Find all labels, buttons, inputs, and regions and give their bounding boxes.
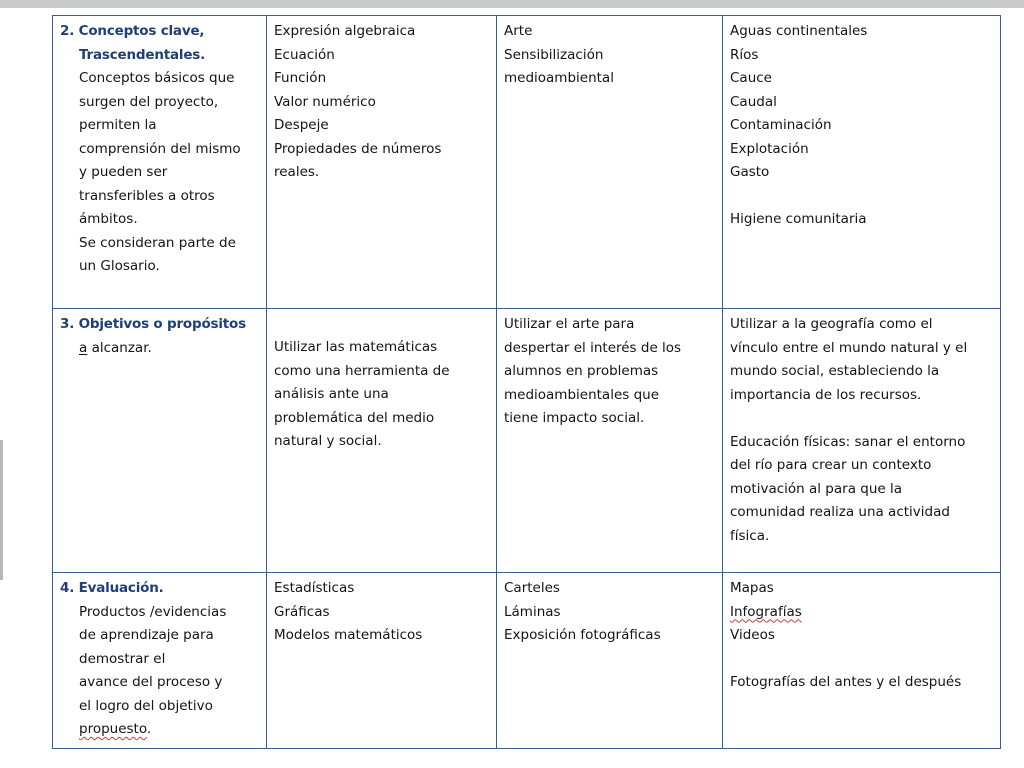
cell-line: [730, 601, 994, 625]
page-edge-mark: [0, 440, 3, 580]
desc-line: surgen del proyecto,: [79, 93, 219, 110]
row-header-cell: [53, 309, 267, 573]
cell-line: medioambientales que: [504, 386, 660, 403]
planning-table: [52, 15, 1001, 749]
spellcheck-word: Infografías: [730, 603, 802, 620]
cell-line: análisis ante una: [274, 386, 389, 402]
cell-line: Utilizar las matemáticas: [274, 339, 438, 355]
cell-line: como una herramienta de: [274, 362, 450, 379]
cell-line: Propiedades de números: [274, 140, 442, 157]
desc-tail: .: [146, 721, 152, 737]
cell-line: Mapas: [730, 580, 774, 596]
math-cell: [267, 309, 497, 573]
cell-line: despertar el interés de los: [504, 339, 682, 356]
cell-line: Expresión algebraica: [274, 23, 416, 39]
art-cell: [497, 16, 723, 309]
cell-line: física.: [730, 527, 770, 544]
desc-line: Se consideran parte de: [79, 234, 236, 251]
cell-line: Exposición fotográficas: [504, 627, 661, 643]
row-description: [60, 67, 260, 279]
cell-line: Sensibilización: [504, 46, 604, 63]
cell-line: Contaminación: [730, 117, 832, 133]
cell-line: Caudal: [730, 93, 777, 110]
cell-line: reales.: [274, 164, 320, 180]
table-row: [53, 16, 1001, 309]
desc-line: ámbitos.: [79, 211, 138, 227]
cell-line: natural y social.: [274, 433, 382, 449]
cell-line: Fotografías del antes y el después: [730, 674, 962, 690]
row-title-cont: Trascendentales.: [79, 46, 206, 63]
art-cell: [497, 309, 723, 573]
row-title: 3. Objetivos o propósitos: [60, 316, 246, 332]
desc-line: avance del proceso y: [79, 674, 223, 690]
desc-line: un Glosario.: [79, 258, 160, 274]
cell-line: comunidad realiza una actividad: [730, 504, 950, 520]
blank-line: [730, 185, 994, 209]
row-header-cell: [53, 16, 267, 309]
blank-line: [730, 648, 994, 672]
desc-line: de aprendizaje para: [79, 627, 214, 643]
cell-line: vínculo entre el mundo natural y el: [730, 339, 968, 356]
desc-line: permiten la: [79, 117, 157, 133]
spellcheck-word: propuesto: [79, 721, 147, 737]
title-rest: alcanzar.: [87, 339, 152, 356]
cell-line: Videos: [730, 627, 775, 643]
row-title: 4. Evaluación.: [60, 580, 164, 596]
row-title: 2. Conceptos clave,: [60, 23, 205, 39]
cell-line: alumnos en problemas: [504, 363, 659, 379]
cell-line: problemática del medio: [274, 409, 435, 426]
desc-line: demostrar el: [79, 650, 166, 667]
cell-line: Modelos matemáticos: [274, 627, 423, 643]
row-description: [60, 601, 260, 742]
cell-line: Aguas continentales: [730, 23, 868, 39]
desc-line: comprensión del mismo: [79, 140, 241, 157]
blank-line: [730, 407, 994, 431]
cell-line: del río para crear un contexto: [730, 457, 932, 473]
row-title-cont: [60, 337, 260, 361]
geo-cell: [723, 16, 1001, 309]
cell-line: Estadísticas: [274, 580, 355, 596]
cell-line: Utilizar el arte para: [504, 316, 635, 332]
underlined-letter: a: [79, 339, 88, 356]
desc-line: [79, 718, 260, 742]
geo-cell: [723, 309, 1001, 573]
cell-line: importancia de los recursos.: [730, 386, 922, 403]
cell-line: Gráficas: [274, 603, 330, 620]
cell-line: Ecuación: [274, 46, 335, 63]
desc-line: Conceptos básicos que: [79, 70, 235, 86]
cell-line: Gasto: [730, 164, 770, 180]
art-cell: [497, 573, 723, 749]
cell-line: Utilizar a la geografía como el: [730, 316, 933, 332]
desc-line: transferibles a otros: [79, 187, 215, 204]
cell-line: Carteles: [504, 580, 560, 596]
cell-line: Ríos: [730, 46, 759, 63]
cell-line: motivación al para que la: [730, 480, 903, 497]
geo-cell: [723, 573, 1001, 749]
cell-line: Láminas: [504, 603, 561, 620]
top-toolbar-edge: [0, 0, 1024, 8]
cell-line: Cauce: [730, 70, 772, 86]
table-row: [53, 573, 1001, 749]
table-row: [53, 309, 1001, 573]
cell-line: mundo social, estableciendo la: [730, 363, 940, 379]
cell-line: Valor numérico: [274, 93, 376, 110]
cell-line: Higiene comunitaria: [730, 211, 867, 227]
desc-line: Productos /evidencias: [79, 603, 227, 620]
math-cell: [267, 573, 497, 749]
cell-line: medioambiental: [504, 70, 614, 86]
cell-line: Función: [274, 70, 327, 86]
desc-line: y pueden ser: [79, 164, 168, 180]
desc-line: el logro del objetivo: [79, 697, 213, 714]
row-header-cell: [53, 573, 267, 749]
cell-line: tiene impacto social.: [504, 410, 645, 426]
cell-line: Explotación: [730, 140, 809, 157]
cell-line: Despeje: [274, 117, 329, 133]
cell-line: Arte: [504, 23, 533, 39]
cell-line: Educación físicas: sanar el entorno: [730, 433, 966, 450]
math-cell: [267, 16, 497, 309]
